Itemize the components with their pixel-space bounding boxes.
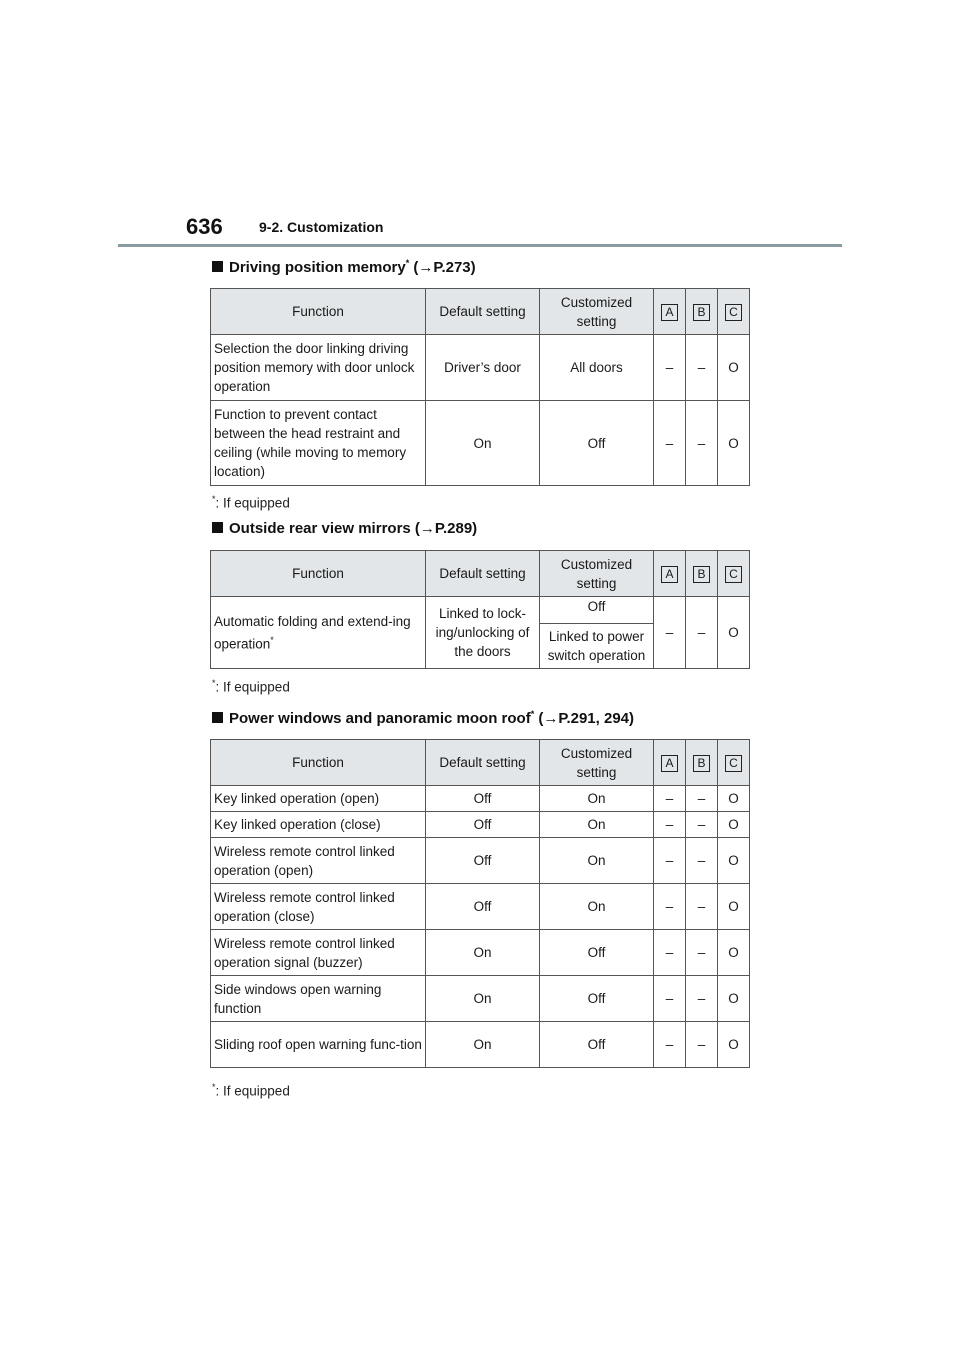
header-customized-setting: Customized setting — [540, 740, 654, 786]
cell-customized: On — [540, 812, 654, 838]
cell-customized: Off — [540, 1022, 654, 1068]
cell-b: – — [686, 884, 718, 930]
boxed-letter-b: B — [693, 304, 710, 321]
footnote-mark: * — [530, 709, 535, 719]
boxed-letter-c: C — [725, 755, 742, 772]
cell-function: Selection the door linking driving position memory with door unlock operation — [211, 335, 426, 401]
cell-a: – — [654, 976, 686, 1022]
cell-a: – — [654, 401, 686, 486]
table-row — [211, 838, 750, 884]
header-customized-setting: Customized setting — [540, 551, 654, 597]
heading-driving-position-memory — [212, 258, 476, 276]
cell-function: Function to prevent contact between the head restraint and ceiling (while moving to memory location) — [211, 401, 426, 486]
boxed-letter-c: C — [725, 566, 742, 583]
heading-outside-rear-view-mirrors — [212, 520, 477, 537]
cell-b: – — [686, 335, 718, 401]
cell-function: Key linked operation (close) — [211, 812, 426, 838]
footnote-text: : If equipped — [215, 495, 290, 511]
header-default-setting: Default setting — [426, 740, 540, 786]
header-b — [686, 551, 718, 597]
cell-customized: On — [540, 838, 654, 884]
cell-customized: On — [540, 884, 654, 930]
cell-b: – — [686, 1022, 718, 1068]
cell-customized-option-1: Off — [540, 597, 654, 624]
header-function: Function — [211, 289, 426, 335]
header-customized-setting: Customized setting — [540, 289, 654, 335]
cell-a: – — [654, 335, 686, 401]
cell-c: O — [718, 401, 750, 486]
header-a — [654, 551, 686, 597]
cell-default: Driver’s door — [426, 335, 540, 401]
header-c — [718, 551, 750, 597]
table-row — [211, 401, 750, 486]
cell-function: Wireless remote control linked operation (open) — [211, 838, 426, 884]
footnote-mark: * — [270, 634, 274, 645]
cell-default: Linked to lock-ing/unlocking of the doors — [426, 597, 540, 669]
page-reference: (→P.273) — [413, 259, 476, 276]
cell-function: Sliding roof open warning func-tion — [211, 1022, 426, 1068]
cell-customized: Off — [540, 930, 654, 976]
square-bullet-icon — [212, 712, 223, 723]
cell-function: Side windows open warning function — [211, 976, 426, 1022]
cell-c: O — [718, 786, 750, 812]
cell-c: O — [718, 812, 750, 838]
page-number: 636 — [186, 214, 223, 239]
cell-b: – — [686, 401, 718, 486]
table-power-windows-moon-roof — [210, 739, 750, 1068]
header-a — [654, 289, 686, 335]
cell-a: – — [654, 597, 686, 669]
footnote — [212, 678, 290, 695]
heading-title: Driving position memory — [229, 259, 406, 276]
cell-a: – — [654, 884, 686, 930]
cell-a: – — [654, 838, 686, 884]
cell-a: – — [654, 812, 686, 838]
cell-default: On — [426, 401, 540, 486]
cell-function-text: Automatic folding and extend-ing operation — [214, 613, 411, 652]
cell-a: – — [654, 1022, 686, 1068]
cell-customized: On — [540, 786, 654, 812]
heading-power-windows-moon-roof — [212, 709, 634, 727]
cell-customized: Off — [540, 976, 654, 1022]
cell-c: O — [718, 335, 750, 401]
cell-default: Off — [426, 884, 540, 930]
cell-default: Off — [426, 786, 540, 812]
header-default-setting: Default setting — [426, 289, 540, 335]
page-reference: (→P.291, 294) — [538, 710, 635, 727]
table-row — [211, 597, 750, 624]
cell-c: O — [718, 930, 750, 976]
cell-a: – — [654, 930, 686, 976]
table-row — [211, 884, 750, 930]
table-row — [211, 335, 750, 401]
table-row — [211, 976, 750, 1022]
section-title: 9-2. Customization — [259, 219, 384, 235]
square-bullet-icon — [212, 261, 223, 272]
header-divider — [118, 244, 842, 247]
cell-default: Off — [426, 838, 540, 884]
table-row — [211, 1022, 750, 1068]
footnote-mark: * — [212, 678, 216, 688]
boxed-letter-c: C — [725, 304, 742, 321]
cell-c: O — [718, 1022, 750, 1068]
cell-b: – — [686, 812, 718, 838]
page-reference: (→P.289) — [414, 520, 478, 537]
boxed-letter-a: A — [661, 304, 678, 321]
header-c — [718, 740, 750, 786]
cell-customized-option-2: Linked to power switch operation — [540, 624, 654, 669]
table-header-row — [211, 551, 750, 597]
cell-function: Wireless remote control linked operation (close) — [211, 884, 426, 930]
cell-default: Off — [426, 812, 540, 838]
table-row — [211, 812, 750, 838]
cell-c: O — [718, 884, 750, 930]
cell-a: – — [654, 786, 686, 812]
footnote — [212, 1082, 290, 1099]
heading-title: Outside rear view mirrors — [229, 520, 411, 537]
table-header-row — [211, 740, 750, 786]
footnote — [212, 494, 290, 511]
cell-b: – — [686, 976, 718, 1022]
table-header-row — [211, 289, 750, 335]
cell-c: O — [718, 838, 750, 884]
cell-function: Key linked operation (open) — [211, 786, 426, 812]
table-row — [211, 930, 750, 976]
cell-customized: Off — [540, 401, 654, 486]
footnote-mark: * — [405, 258, 410, 268]
cell-b: – — [686, 597, 718, 669]
cell-b: – — [686, 930, 718, 976]
boxed-letter-a: A — [661, 755, 678, 772]
boxed-letter-b: B — [693, 566, 710, 583]
footnote-text: : If equipped — [215, 679, 290, 695]
footnote-mark: * — [212, 1082, 216, 1092]
header-a — [654, 740, 686, 786]
table-driving-position-memory — [210, 288, 750, 486]
boxed-letter-b: B — [693, 755, 710, 772]
cell-default: On — [426, 1022, 540, 1068]
cell-function: Wireless remote control linked operation signal (buzzer) — [211, 930, 426, 976]
square-bullet-icon — [212, 522, 223, 533]
header-default-setting: Default setting — [426, 551, 540, 597]
cell-function — [211, 597, 426, 669]
table-outside-rear-view-mirrors — [210, 550, 750, 669]
footnote-mark: * — [212, 494, 216, 504]
cell-b: – — [686, 786, 718, 812]
cell-b: – — [686, 838, 718, 884]
boxed-letter-a: A — [661, 566, 678, 583]
header-b — [686, 740, 718, 786]
cell-default: On — [426, 976, 540, 1022]
heading-title: Power windows and panoramic moon roof — [229, 710, 531, 727]
header-b — [686, 289, 718, 335]
header-c — [718, 289, 750, 335]
footnote-text: : If equipped — [215, 1083, 290, 1099]
header-function: Function — [211, 551, 426, 597]
cell-default: On — [426, 930, 540, 976]
cell-customized: All doors — [540, 335, 654, 401]
cell-c: O — [718, 976, 750, 1022]
header-function: Function — [211, 740, 426, 786]
table-row — [211, 786, 750, 812]
cell-c: O — [718, 597, 750, 669]
